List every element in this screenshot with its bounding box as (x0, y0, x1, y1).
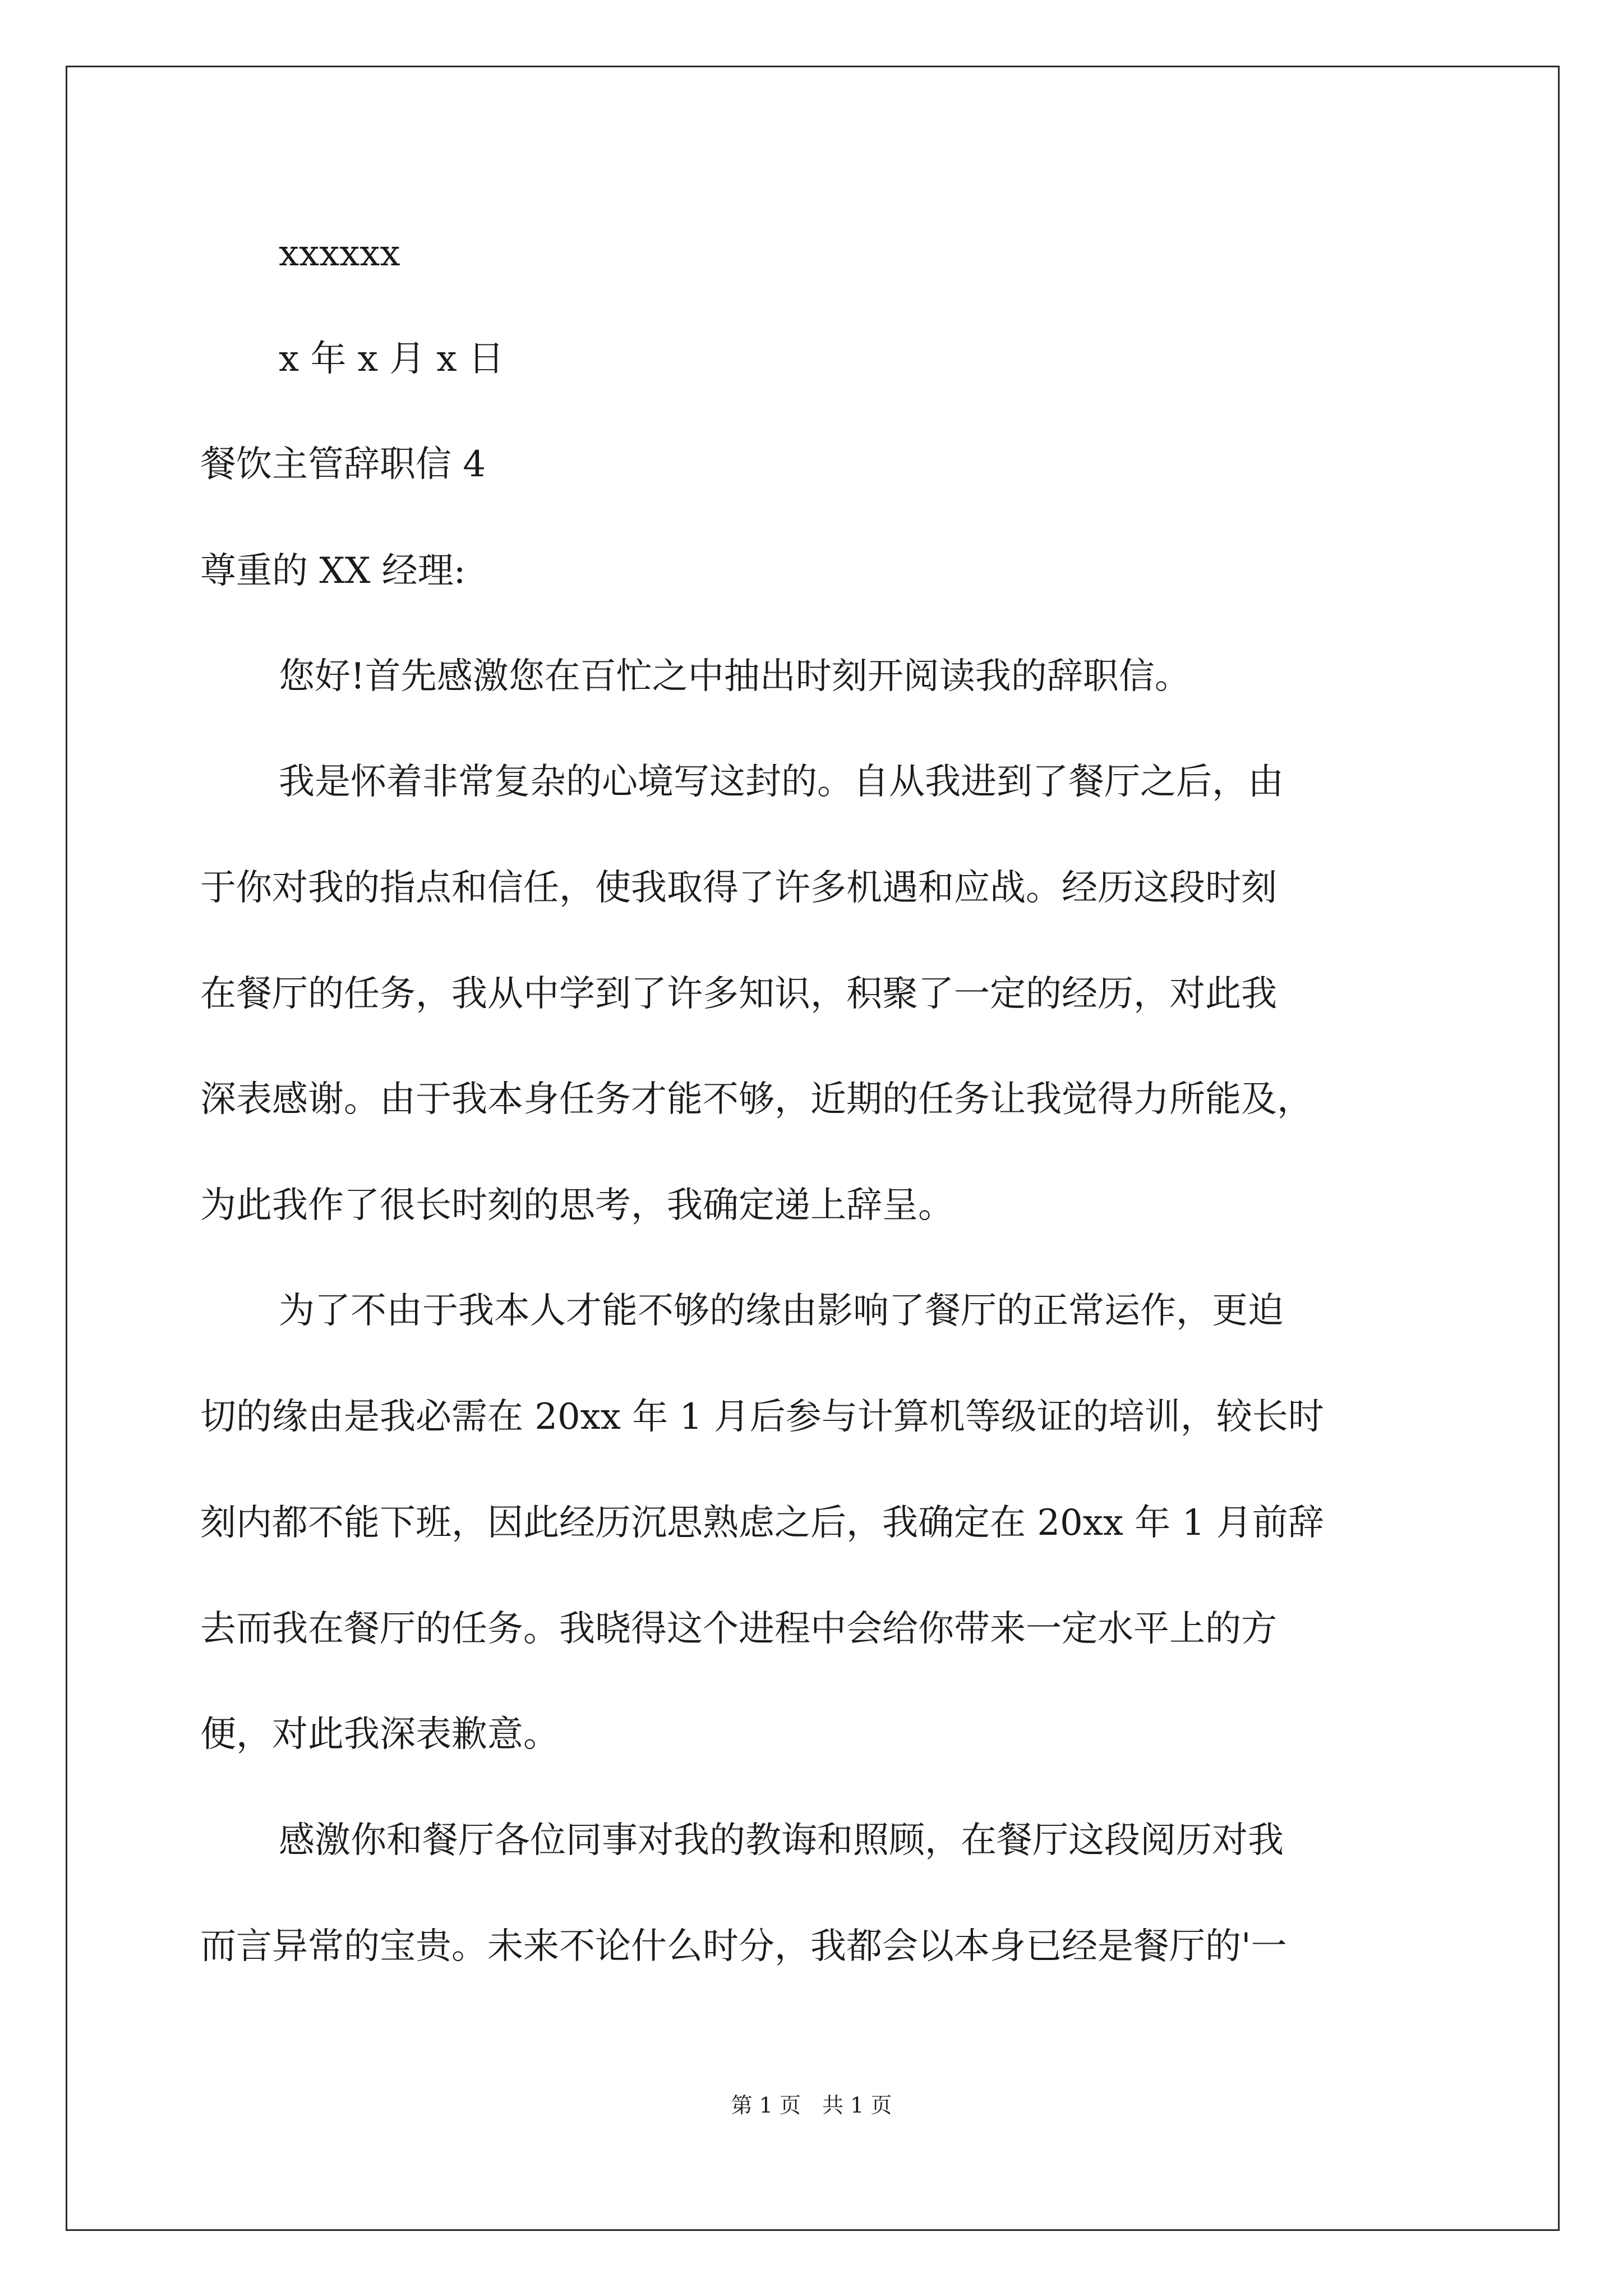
paragraph-line: 感激你和餐厅各位同事对我的教诲和照顾，在餐厅这段阅历对我 (279, 1820, 1284, 1861)
section-title: 餐饮主管辞职信 4 (200, 444, 486, 485)
page-border (66, 66, 1560, 2231)
page-footer: 第 1 页 共 1 页 (731, 2093, 892, 2118)
paragraph-line: 我是怀着非常复杂的心境写这封的。自从我进到了餐厅之后，由 (279, 761, 1284, 803)
paragraph-line: 为了不由于我本人才能不够的缘由影响了餐厅的正常运作，更迫 (279, 1290, 1284, 1332)
salutation: 尊重的 XX 经理: (200, 550, 466, 592)
paragraph-line: 而言异常的宝贵。未来不论什么时分，我都会以本身已经是餐厅的'一 (200, 1926, 1287, 1967)
letter-date: x 年 x 月 x 日 (279, 338, 504, 380)
paragraph-line: 在餐厅的任务，我从中学到了许多知识，积聚了一定的经历，对此我 (200, 973, 1277, 1015)
sender-name: xxxxxx (279, 233, 400, 274)
paragraph-line: 去而我在餐厅的任务。我晓得这个进程中会给你带来一定水平上的方 (200, 1608, 1277, 1650)
paragraph-line: 切的缘由是我必需在 20xx 年 1 月后参与计算机等级证的培训，较长时 (200, 1396, 1324, 1438)
paragraph-line: 为此我作了很长时刻的思考，我确定递上辞呈。 (200, 1185, 954, 1226)
paragraph-line: 深表感谢。由于我本身任务才能不够，近期的任务让我觉得力所能及， (200, 1079, 1313, 1120)
paragraph-line: 刻内都不能下班，因此经历沉思熟虑之后，我确定在 20xx 年 1 月前辞 (200, 1502, 1324, 1544)
paragraph-line: 您好!首先感激您在百忙之中抽出时刻开阅读我的辞职信。 (279, 656, 1191, 697)
paragraph-line: 便，对此我深表歉意。 (200, 1714, 559, 1755)
paragraph-line: 于你对我的指点和信任，使我取得了许多机遇和应战。经历这段时刻 (200, 867, 1277, 909)
